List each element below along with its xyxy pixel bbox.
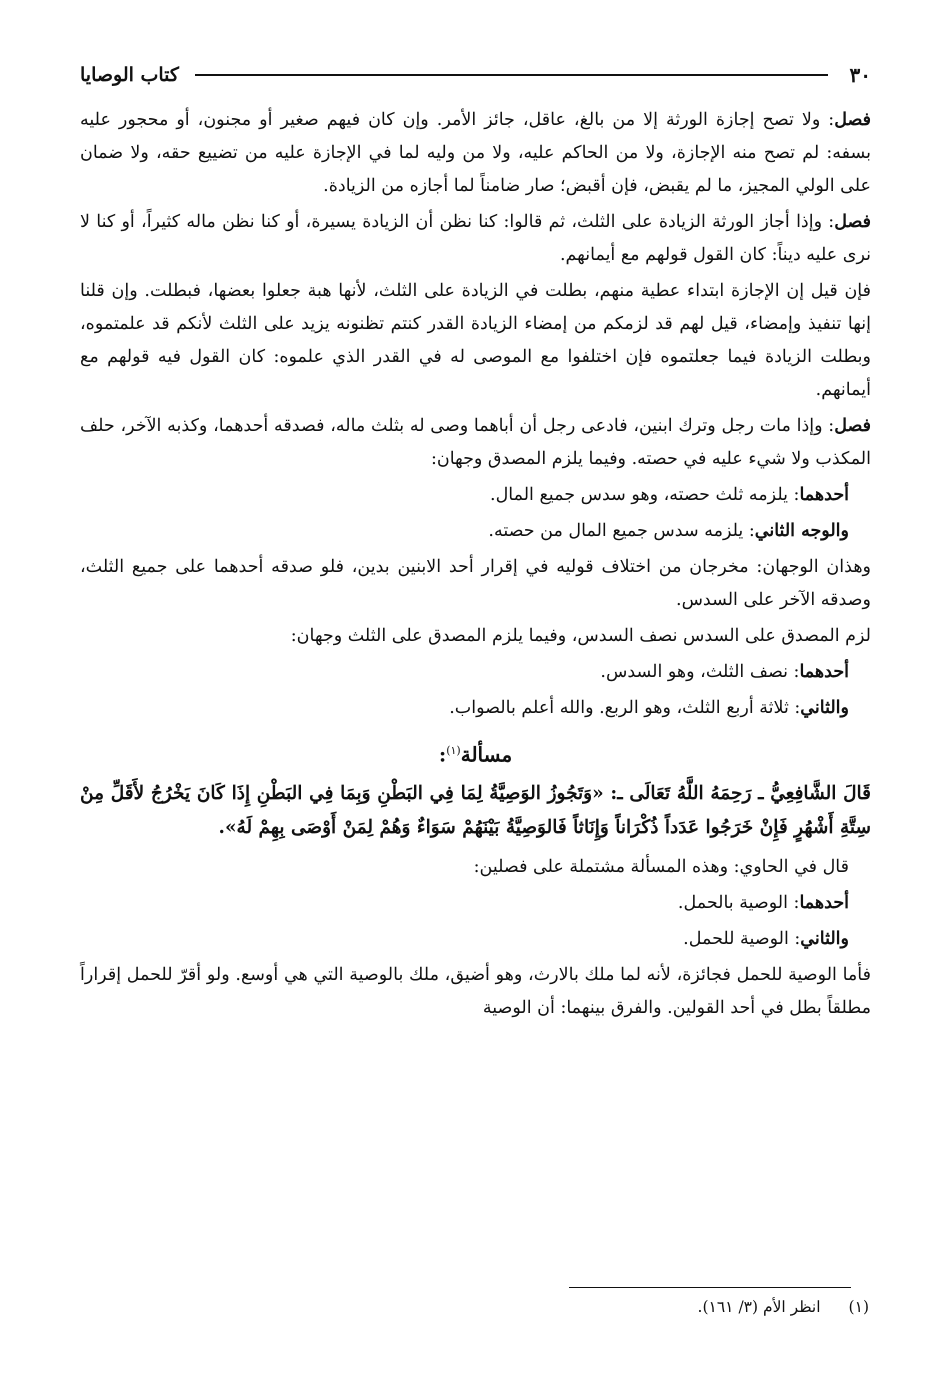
footnote <box>698 1292 869 1322</box>
item-keyword: والوجه الثاني <box>754 521 849 541</box>
paragraph <box>80 851 871 884</box>
paragraph <box>80 410 871 476</box>
list-item <box>80 692 871 725</box>
item-text: : الوصية بالحمل. <box>677 892 800 913</box>
section-heading <box>80 731 871 775</box>
footnote-text: انظر الأم (٣/ ١٦١). <box>697 1298 821 1316</box>
item-keyword: أحدهما <box>799 892 849 913</box>
section-keyword: فصل <box>834 110 871 130</box>
item-keyword: والثاني <box>800 928 849 949</box>
list-item <box>80 515 871 548</box>
heading-colon: : <box>438 742 447 767</box>
paragraph-text: : ولا تصح إجازة الورثة إلا من بالغ، عاقل، جائز الأمر. وإن كان فيهم صغير أو مجنون، أو محجور عليه بسفه: لم تصح منه الإجازة، ولا من الحاكم عليه، ولا من وليه لما في الإجازة عليه من تضييع حقه، ولا ضمان على الولي المجيز، ما لم يقبض، فإن أقبض؛ صار ضامناً لما أجازه من الزيادة. <box>80 110 871 196</box>
paragraph-text: فأما الوصية للحمل فجائزة، لأنه لما ملك بالارث، وهو أضيق، ملك بالوصية التي هي أوسع. ولو أقرّ للحمل إقراراً مطلقاً بطل في أحد القولين. والفرق بينهما: أن الوصية <box>80 964 871 1018</box>
paragraph <box>80 206 871 272</box>
paragraph-text: قال في الحاوي: وهذه المسألة مشتملة على فصلين: <box>473 856 849 877</box>
paragraph-text: فإن قيل إن الإجازة ابتداء عطية منهم، بطلت في الزيادة على الثلث، لأنها هبة جعلوا بعضها، فبطلت. وإن قلنا إنها تنفيذ وإمضاء، قيل لهم قد لزمكم من إمضاء الزيادة القدر كنتم تظنونه يزيد على الثلث لأنكم قد علمتموه، وبطلت الزيادة فيما جعلتموه فإن اختلفوا مع الموصى له في القدر الذي علموه: كان القول فيه قولهم مع أيمانهم. <box>80 281 871 400</box>
list-item <box>80 656 871 689</box>
header-rule <box>195 74 828 76</box>
paragraph <box>80 104 871 203</box>
paragraph-text: لزم المصدق على السدس نصف السدس، وفيما يلزم المصدق على الثلث وجهان: <box>290 626 871 646</box>
paragraph-text: : وإذا أجاز الورثة الزيادة على الثلث، ثم قالوا: كنا نظن أن الزيادة يسيرة، أو كنا نظن ماله كثيراً، أو كنا لا نرى عليه ديناً: كان القول قولهم مع أيمانهم. <box>80 212 871 265</box>
item-text: : نصف الثلث، وهو السدس. <box>600 662 800 682</box>
item-text: : يلزمه سدس جميع المال من حصته. <box>488 521 755 541</box>
paragraph <box>80 620 871 653</box>
paragraph-text: : وإذا مات رجل وترك ابنين، فادعى رجل أن أباهما وصى له بثلث ماله، فصدقه أحدهما، وكذبه الآخر، حلف المكذب ولا شيء عليه في حصته. وفيما يلزم المصدق وجهان: <box>80 416 871 469</box>
body-text <box>80 104 871 1028</box>
paragraph <box>80 275 871 407</box>
paragraph-text: وهذان الوجهان: مخرجان من اختلاف قوليه في إقرار أحد الابنين بدين، فلو صدقه أحدهما على جميع الثلث، وصدقه الآخر على السدس. <box>80 557 871 610</box>
heading-text: مسألة <box>460 742 513 767</box>
footnote-rule <box>569 1287 851 1288</box>
paragraph <box>80 551 871 617</box>
shafii-quote: قَالَ الشَّافِعِيُّ ـ رَحِمَهُ اللَّهُ تَعَالَى ـ: «وَتَجُوزُ الوَصِيَّةُ لِمَا فِي البَطْنِ وَبِمَا فِي البَطْنِ إِذَا كَانَ يَخْرُجُ لأَقَلِّ مِنْ سِتَّةِ أَشْهُرٍ فَإِنْ خَرَجُوا عَدَداً ذُكْرَاناً وَإِنَاثاً فَالوَصِيَّةُ بَيْنَهُمْ سَوَاءٌ وَهُمْ لِمَنْ أَوْصَى بِهِمْ لَهُ». <box>80 782 871 838</box>
list-item <box>80 479 871 512</box>
section-keyword: فصل <box>834 416 871 436</box>
item-keyword: والثاني <box>800 698 849 718</box>
item-text: : يلزمه ثلث حصته، وهو سدس جميع المال. <box>490 485 800 505</box>
list-item <box>80 923 871 956</box>
page-header <box>80 58 871 92</box>
list-item <box>80 887 871 920</box>
footnote-ref: (١) <box>446 744 461 757</box>
item-keyword: أحدهما <box>799 485 849 505</box>
book-title: كتاب الوصايا <box>80 64 179 86</box>
item-keyword: أحدهما <box>799 662 849 682</box>
item-text: : ثلاثة أربع الثلث، وهو الربع. والله أعلم بالصواب. <box>449 698 801 718</box>
section-keyword: فصل <box>834 212 871 232</box>
footnote-number: (١) <box>848 1298 869 1316</box>
paragraph <box>80 959 871 1025</box>
page-number: ٣٠ <box>849 63 871 87</box>
item-text: : الوصية للحمل. <box>683 928 801 949</box>
